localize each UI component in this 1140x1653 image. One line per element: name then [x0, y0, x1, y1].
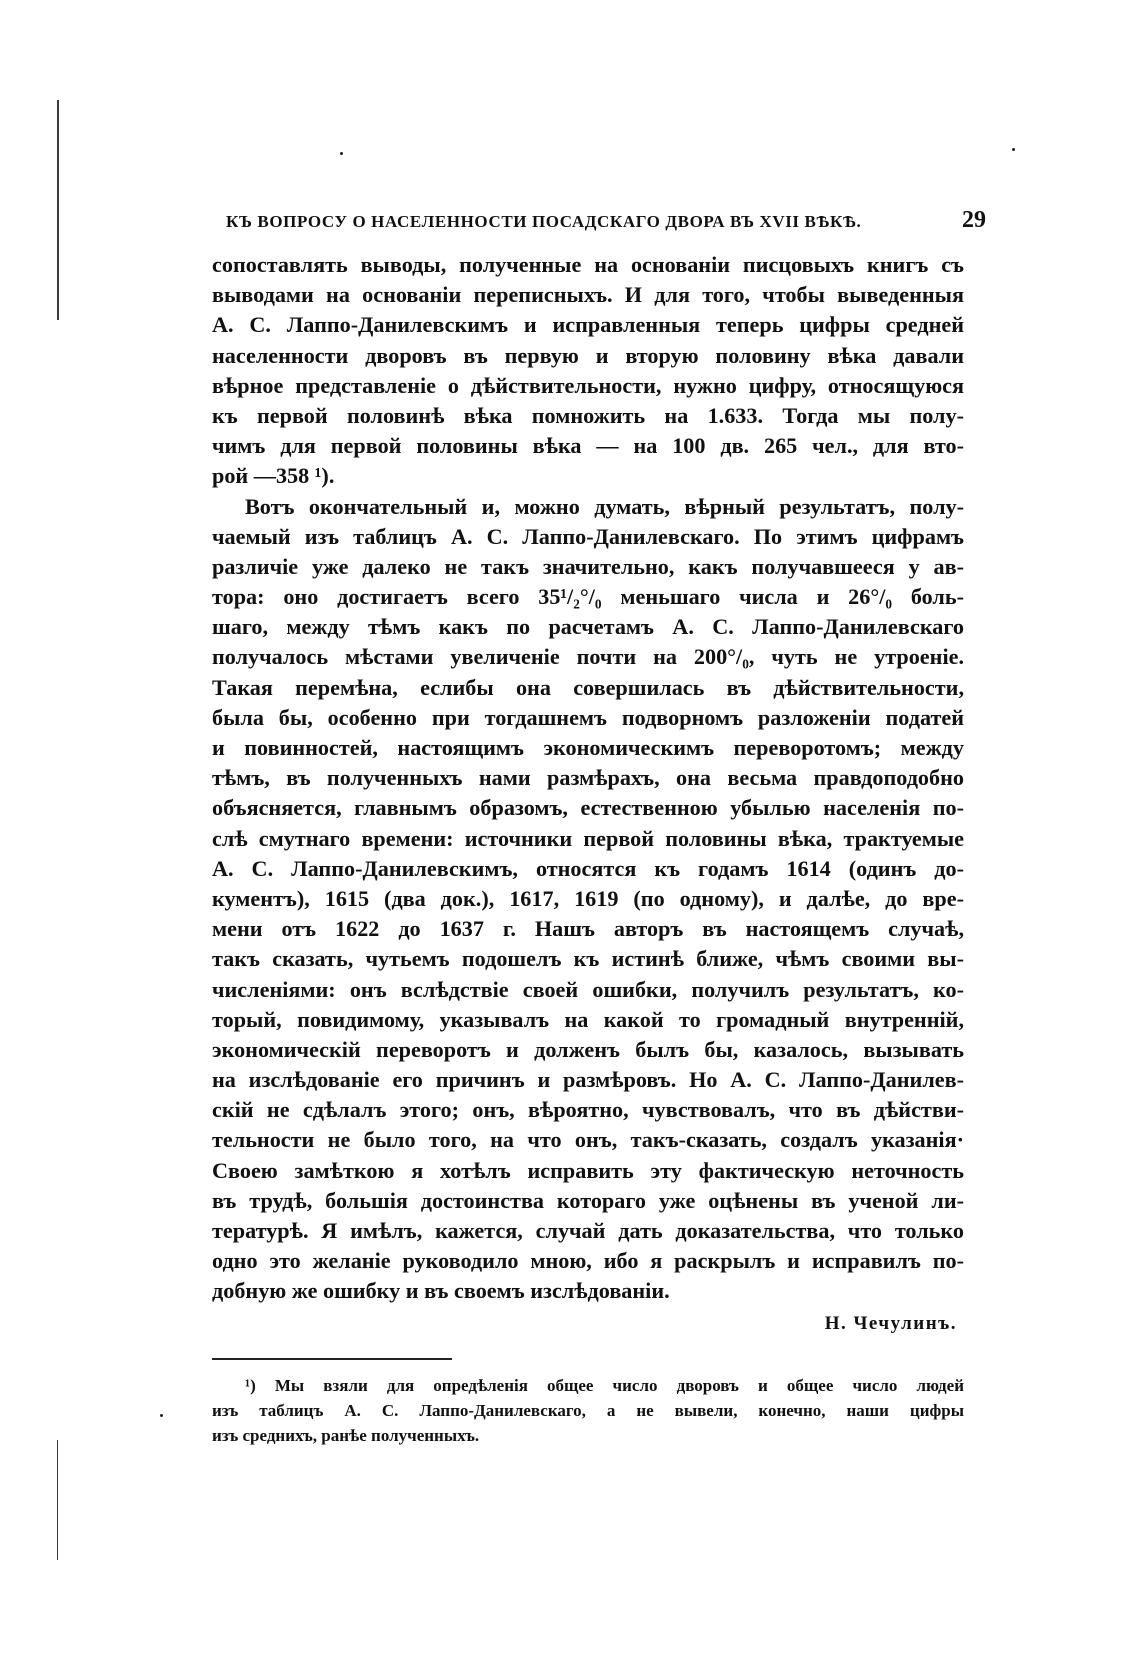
text-line: Вотъ окончательный и, можно думать, вѣрный результатъ, полу- [245, 493, 964, 519]
text-line: сопоставлять выводы, полученные на основаніи писцовыхъ книгъ съ [212, 252, 964, 277]
scan-edge-line [57, 1440, 58, 1560]
footnote-line: изъ среднихъ, ранѣе полученныхъ. [212, 1426, 480, 1445]
text-line: А. С. Лаппо-Данилевскимъ, относятся къ годамъ 1614 (одинъ до- [212, 855, 964, 881]
scan-edge-line [57, 100, 59, 320]
text-line: скій не сдѣлалъ этого; онъ, вѣроятно, чувствовалъ, что въ дѣйстви- [212, 1097, 964, 1123]
text-line: вѣрное представленіе о дѣйствительности, нужно цифру, относящуюся [212, 372, 964, 398]
text-line: населенности дворовъ въ первую и вторую половину вѣка давали [212, 342, 964, 368]
footnote-divider [212, 1358, 452, 1360]
text-line: одно это желаніе руководило мною, ибо я раскрылъ и исправилъ по- [212, 1248, 964, 1274]
text-line: въ трудѣ, большія достоинства котораго уже оцѣнены въ ученой ли- [212, 1187, 964, 1213]
text-line: кументъ), 1615 (два док.), 1617, 1619 (по одному), и далѣе, до вре- [212, 885, 964, 911]
page-number: 29 [962, 207, 986, 233]
text-line: рой —358 ¹). [212, 463, 335, 489]
text-line: различіе уже далеко не такъ значительно, какъ получавшееся у ав- [212, 553, 964, 579]
scan-speck [1012, 148, 1015, 151]
text-line: тературѣ. Я имѣлъ, кажется, случай дать доказательства, что только [212, 1218, 964, 1243]
text-line: на изслѣдованіе его причинъ и размѣровъ. Но А. С. Лаппо-Данилев- [212, 1067, 964, 1093]
footnote-line: ¹) Мы взяли для опредѣленія общее число дворовъ и общее число людей [245, 1376, 964, 1395]
text-line: тѣмъ, въ полученныхъ нами размѣрахъ, она весьма правдоподобно [212, 765, 964, 791]
text-line: А. С. Лаппо-Данилевскимъ и исправленныя теперь цифры средней [212, 312, 964, 338]
text-line: Своею замѣткою я хотѣлъ исправить эту фактическую неточность [212, 1157, 964, 1183]
text-line: тора: оно достигаетъ всего 35¹/₂°/₀ меньшаго числа и 26°/₀ боль- [212, 584, 964, 610]
main-text [212, 250, 964, 1307]
text-line: Такая перемѣна, еслибы она совершилась въ дѣйствительности, [212, 674, 964, 700]
text-line: и повинностей, настоящимъ экономическимъ переворотомъ; между [212, 735, 964, 760]
text-line: была бы, особенно при тогдашнемъ подворномъ разложеніи податей [212, 704, 964, 730]
text-line: къ первой половинѣ вѣка помножить на 1.633. Тогда мы полу- [212, 402, 964, 428]
text-line: чимъ для первой половины вѣка — на 100 дв. 265 чел., для вто- [212, 433, 964, 459]
running-title: КЪ ВОПРОСУ О НАСЕЛЕННОСТИ ПОСАДСКАГО ДВОРА ВЪ XVII ВѢКѢ. [226, 212, 862, 231]
text-line: слѣ смутнаго времени: источники первой половины вѣка, трактуемые [212, 825, 964, 851]
text-line: численіями: онъ вслѣдствіе своей ошибки, получилъ результатъ, ко- [212, 976, 964, 1002]
scan-speck [340, 152, 343, 155]
text-line: объясняется, главнымъ образомъ, естественною убылью населенія по- [212, 795, 964, 821]
text-line: добную же ошибку и въ своемъ изслѣдованіи. [212, 1278, 670, 1304]
text-line: шаго, между тѣмъ какъ по расчетамъ А. С. Лаппо-Данилевскаго [212, 614, 964, 640]
text-line: тельности не было того, на что онъ, такъ-сказать, создалъ указанія· [212, 1127, 964, 1153]
footnote [212, 1373, 964, 1448]
footnote-line: изъ таблицъ А. С. Лаппо-Данилевскаго, а не вывели, конечно, наши цифры [212, 1401, 964, 1420]
text-line: выводами на основаніи переписныхъ. И для того, чтобы выведенныя [212, 282, 964, 308]
scan-speck [160, 1414, 163, 1417]
text-line: торый, повидимому, указывалъ на какой то громадный внутренній, [212, 1006, 964, 1032]
text-line: получалось мѣстами увеличеніе почти на 200°/₀, чуть не утроеніе. [212, 644, 964, 670]
text-line: такъ сказать, чутьемъ подошелъ къ истинѣ ближе, чѣмъ своими вы- [212, 946, 964, 972]
author-signature: Н. Чечулинъ. [824, 1313, 957, 1334]
text-line: экономическій переворотъ и долженъ былъ бы, казалось, вызывать [212, 1036, 964, 1062]
text-line: чаемый изъ таблицъ А. С. Лаппо-Данилевскаго. По этимъ цифрамъ [212, 523, 964, 549]
text-line: мени отъ 1622 до 1637 г. Нашъ авторъ въ настоящемъ случаѣ, [212, 916, 964, 942]
running-header [226, 207, 986, 234]
